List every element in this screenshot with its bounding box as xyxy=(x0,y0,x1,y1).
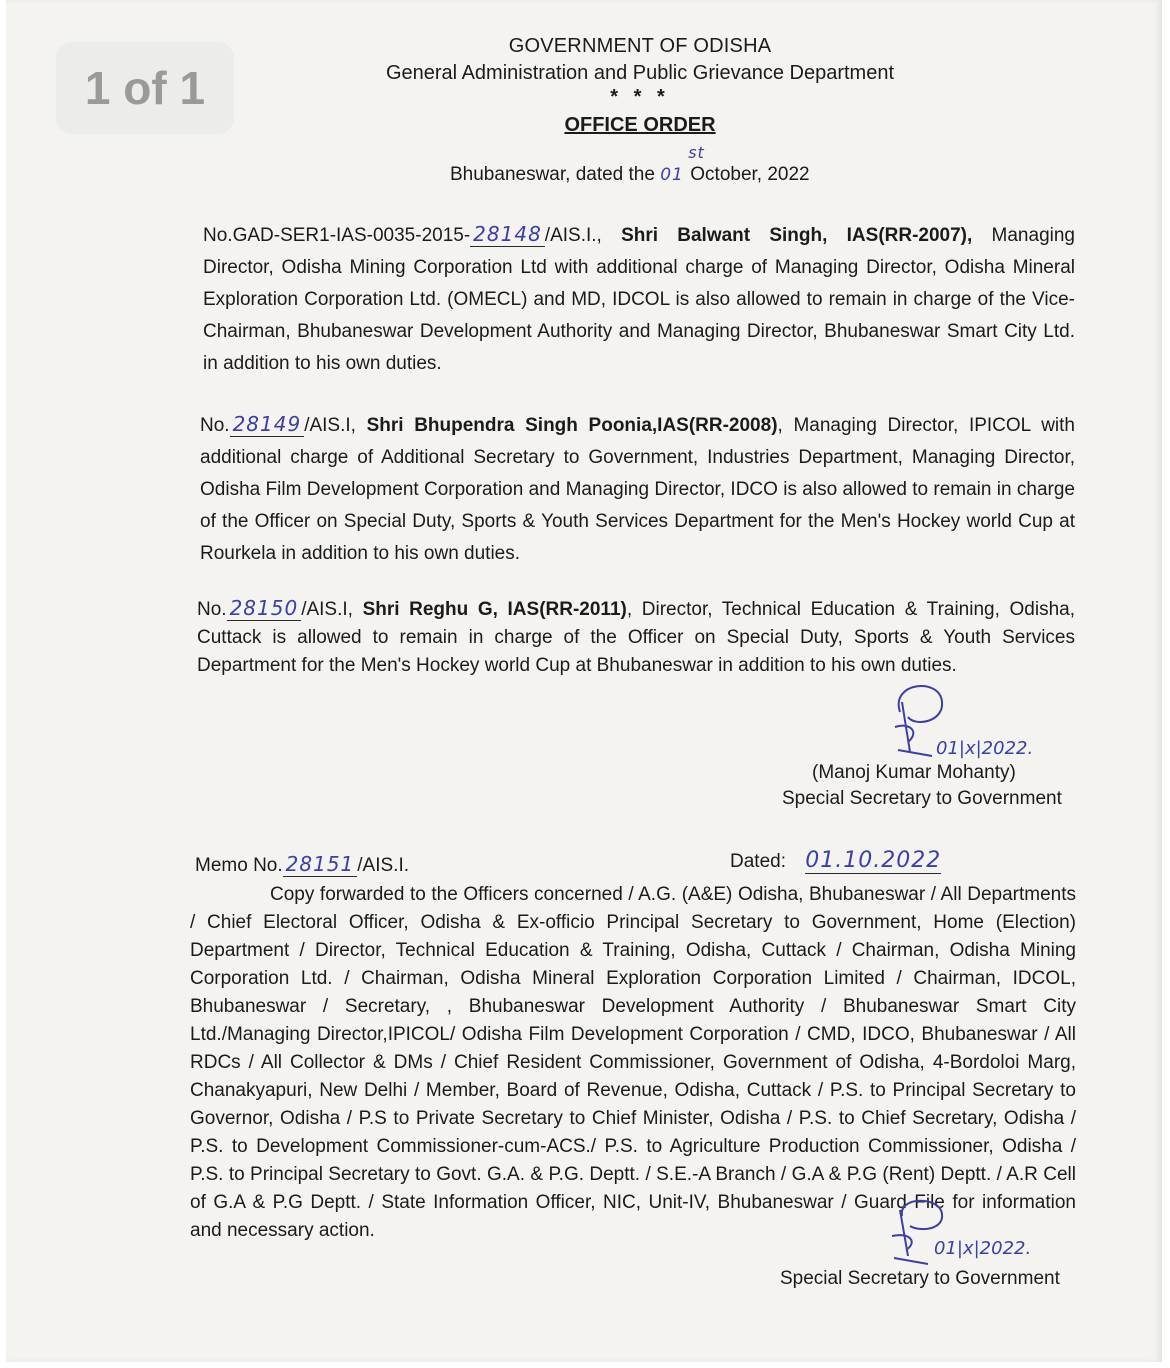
memo-distribution-text: Copy forwarded to the Officers concerned / A.G. (A&E) Odisha, Bhubaneswar / All Departments / Chief Electoral Officer, Odisha & Ex-officio Principal Secretary to Government, Home (Election) Department / Director, Technical Education & Training, Odisha, Cuttack / Chairman, Odisha Mining Corporation Ltd. / Chairman, Odisha Mineral Exploration Corporation Limited / Chairman, IDCOL, Bhubaneswar / Secretary, , Bhubaneswar Development Authority / Bhubaneswar Smart City Ltd./Managing Director,IPICOL/ Odisha Film Development Corporation / CMD, IDCO, Bhubaneswar / All RDCs / All Collector & DMs / Chief Resident Commissioner, Government of Odisha, 4-Bordoloi Marg, Chanakyapuri, New Delhi / Member, Board of Revenue, Odisha, Cuttack / P.S. to Principal Secretary to Governor, Odisha / P.S to Private Secretary to Chief Minister, Odisha / P.S. to Chief Secretary, Odisha / P.S. to Development Commissioner-cum-ACS./ P.S. to Agriculture Production Commissioner, Odisha / P.S. to Principal Secretary to Govt. G.A. & P.G. Deptt. / S.E.-A Branch / G.A & P.G (Rent) Deptt. / A.R Cell of G.A & P.G Deptt. / State Information Officer, NIC, Unit-IV, Bhubaneswar / Guard File for information and necessary action. xyxy=(190,884,1076,1241)
signatory-designation: Special Secretary to Government xyxy=(782,788,1062,809)
order-paragraph-1: No.GAD-SER1-IAS-0035-2015- 28148 /AIS.I., Shri Balwant Singh, IAS(RR-2007), Managing Director, Odisha Mining Corporation Ltd with additional charge of Managing Director, Odisha Mineral Exploration Corporation Ltd. (OMECL) and MD, IDCOL is also allowed to remain in charge of the Vice-Chairman, Bhubaneswar Development Authority and Managing Director, Bhubaneswar Smart City Ltd. in addition to his own duties. xyxy=(203,222,1075,374)
handwritten-day: 01 st xyxy=(660,143,705,185)
signature-date-2: 01|x|2022. xyxy=(934,1238,1032,1259)
signatory-name: (Manoj Kumar Mohanty) xyxy=(812,762,1016,783)
order-paragraph-3: No. 28150 /AIS.I, Shri Reghu G, IAS(RR-2011), Director, Technical Education & Training, Odisha, Cuttack is allowed to remain in charge of the Officer on Special Duty, Sports & Youth Services Department for the Men's Hockey world Cup at Bhubaneswar in addition to his own duties. xyxy=(197,596,1075,676)
handwritten-memo-number: 28151 xyxy=(283,852,358,877)
memo-date-line: Dated: 01.10.2022 xyxy=(730,848,942,873)
order-paragraph-2: No. 28149 /AIS.I, Shri Bhupendra Singh Poonia,IAS(RR-2008), Managing Director, IPICOL with additional charge of Additional Secretary to Government, Industries Department, Managing Director, Odisha Film Development Corporation and Managing Director, IDCO is also allowed to remain in charge of the Officer on Special Duty, Sports & Youth Services Department for the Men's Hockey world Cup at Rourkela in addition to his own duties. xyxy=(200,412,1075,564)
page-indicator-badge: 1 of 1 xyxy=(56,42,234,134)
officer-name: Shri Balwant Singh, IAS(RR-2007), xyxy=(621,225,973,246)
handwritten-order-number: 28150 xyxy=(227,596,302,621)
officer-name: Shri Reghu G, IAS(RR-2011) xyxy=(362,599,627,620)
handwritten-memo-date: 01.10.2022 xyxy=(805,848,942,873)
document-title: OFFICE ORDER xyxy=(564,114,716,136)
department-header: General Administration and Public Grievance Department xyxy=(385,62,895,84)
government-header: GOVERNMENT OF ODISHA xyxy=(508,35,772,57)
signature-scribble-2 xyxy=(880,1196,1080,1272)
issue-dateline: Bhubaneswar, dated the 01 st October, 2022 xyxy=(450,143,810,185)
signature-date-1: 01|x|2022. xyxy=(936,738,1034,759)
signatory-designation-2: Special Secretary to Government xyxy=(780,1268,1060,1289)
signature-scribble-1 xyxy=(880,672,1080,768)
officer-name: Shri Bhupendra Singh Poonia,IAS(RR-2008) xyxy=(366,415,778,436)
memo-number-line: Memo No. 28151 /AIS.I. xyxy=(195,852,410,876)
header-stars: * * * xyxy=(610,86,670,108)
handwritten-order-number: 28149 xyxy=(230,412,305,437)
handwritten-order-number: 28148 xyxy=(470,222,545,247)
